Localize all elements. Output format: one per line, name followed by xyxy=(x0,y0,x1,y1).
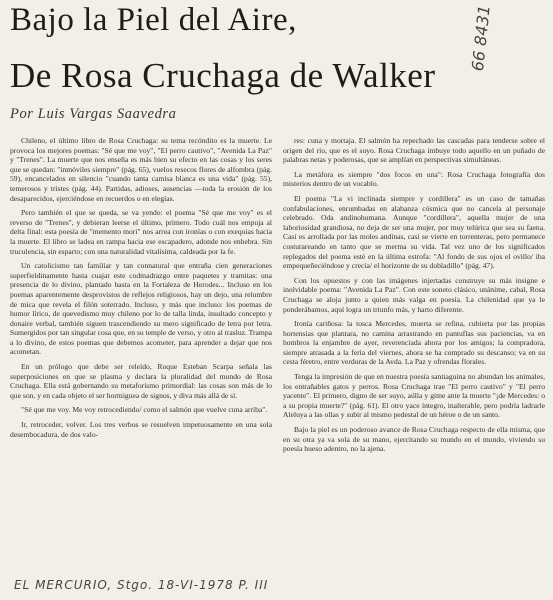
paragraph: res: cuna y mortaja. El salmón ha repechado las cascadas para tenderse sobre el origen del río, que es el suyo. Rosa Cruchaga imbuye todo aquello en un puñado de palabras netas y poderosas, que se amplían en perspectivas simultáneas. xyxy=(283,136,545,165)
paragraph: Ir, retroceder, volver. Los tres verbos se resuelven impetuosamente en una sola desembocadura, de dos valo- xyxy=(10,420,272,439)
paragraph: La metáfora es siempre "dos focos en una": Rosa Cruchaga fotografía dos misterios dentro de un vocablo. xyxy=(283,169,545,189)
paragraph: Con los opuestos y con las imágenes injertadas construye su más insigne e inolvidable poema: "Avenida La Paz". Con este soneto clásico, unánime, cabal, Rosa Cruchaga se aloja junto a quien más valga en poesía. La chilenidad que ya le ponderábamos, aquí logra un triunfo más, y harto diferente. xyxy=(283,275,545,314)
paragraph: Un catolicismo tan familiar y tan connatural que entraña cien generaciones superfieldinamente hasta cuajar este codmadrazgo entre paquetes y tramitas: una presencia de lo divino, plantado hasta en la Fortaleza de Herodes... Incluso en los poemas aparentemente desprovistos de reflejos religiosos, hay un dejo, una relumbre de mica que revela el filón soterrado. Incluso, y más que incluso: los poemas de humor lírico, de quevedismo muy chileno por lo de talla linda, insultado concepto y donaire verbal, también siguen trascendiendo su mero significado de letra por letra. Sumergidos por tan singular cosa que, en su temple de verso, y otro al trasluz. Trampa a lo divino, de estos poemas que debemos acometer, para aprender a dejar que nos acometan. xyxy=(10,261,272,357)
paragraph: Pero también el que se queda, se va yendo: el poema "Sé que me voy" es el reverso de "Trenes", y debieran leerse el último, primero. Todo cuál nos empuja al delta final: esta poesía de "memento mori" nos arrea con ironías o con exequias hacia la muerte. El libro se ladea en rampa hacia ese escapadero, adonde nos enhebra. Sin truculencia, sin esparto; con una naturalidad vitalísima, caldeada por la fe. xyxy=(10,208,272,256)
paragraph: "Sé que me voy. Me voy retrocediendo/ como el salmón que vuelve cuna arriba". xyxy=(21,405,268,415)
clipping-source-note: EL MERCURIO, Stgo. 18-VI-1978 P. III xyxy=(14,578,269,592)
archive-handwritten-note: 66 8431 xyxy=(468,4,494,72)
article-column-right xyxy=(283,136,545,574)
headline-line-1: Bajo la Piel del Aire, xyxy=(10,2,297,38)
paragraph: Tenga la impresión de que en nuestra poesía santiaguina no abundan los animales, los entrañables gatos y perros. Rosa Cruchaga trae "El perro cautivo" y "El perro yacente". El primero, digno de ser suyo, aúlla y gime ante la muerte "¡de Mercedes: o a su propia muerte?" (pág. 61). El otro yace íntegro, inalterable, pero podría ladrarle Aleluya a las ollas y subir al mismo pedestal de un héroe o de un santo. xyxy=(283,372,545,420)
paragraph: Ironía cariñosa: la tosca Mercedes, muerta se refina, cubierta por las propias hortensias que plantara, no camina arrastrando en pantuflas sus paciencias, va en hombros la enjambre de ayer, reverenciada ahora por los amigos; la compradora, siempre atrasada a la feria del viernes, ahora se ha comprado su descanso; va en su cesta féretro, entre verduras de la Avda. La Paz y ofrendas florales. xyxy=(283,319,545,367)
paragraph: Chileno, el último libro de Rosa Cruchaga: su tema recóndito es la muerte. Le provoca los mejores poemas: "Sé que me voy", "El perro cautivo", "Avenida La Paz" y "Trenes". La muerte que nos enseña es más bien su efecto en las cosas y los seres que se quedan: "inmóviles siempre" (pág. 65), vuelos resecos flores de alfombra (pág. 59), encancelados en silencio "cuando tanta camisa blanca es una vida" (pág. 55), temerosos y tristes (pág. 44). Partidas, adioses, ausencias —toda la erosión de los desaparecidos, ejerciéndose en recuerdos o en elegías. xyxy=(10,136,272,203)
headline-line-2: De Rosa Cruchaga de Walker xyxy=(10,56,436,95)
byline: Por Luis Vargas Saavedra xyxy=(10,106,177,122)
article-column-left xyxy=(10,136,272,574)
paragraph: El poema "La vi inclinada siempre y cordillera" es un caso de tamañas confabulaciones, enrumbadas en alabanza cósmica que no cancela al personaje celebrado. Oda andinohumana. Aunque "cordillera", aquella mujer de una laboriosidad grandiosa, no deja de ser una mujer, por muy telúrica que sea su faena. Casi es arrollada por las moles andinas, casi se vierte en torrenteras, pero permanece costurareando en tanto que se merma su vida. Tal vez uno de los significados replegados del poema esté en la última estrofa: "Al fondo de sus ojos el ovillo/ iba empequeñeciéndose y crecía/ el horizonte de su dobladillo" (pág. 47). xyxy=(283,193,545,271)
paragraph: En un prólogo que debe ser releído, Roque Esteban Scarpa señala las superposiciones en que se plasma y declara la pluralidad del mundo de Rosa Cruchaga. Ella está gobernando su metaforismo primordial: las cosas son más de lo que son, y en cada objeto el ser hormiguea de signos, y diva más allá de sí. xyxy=(10,362,272,400)
paragraph: Bajo la piel es un poderoso avance de Rosa Cruchaga respecto de ella misma, que en su otra ya va sola de su mano, ejercitando su mundo en el mundo, viviendo su poesía hueso adentro, no la ajena. xyxy=(283,425,545,454)
